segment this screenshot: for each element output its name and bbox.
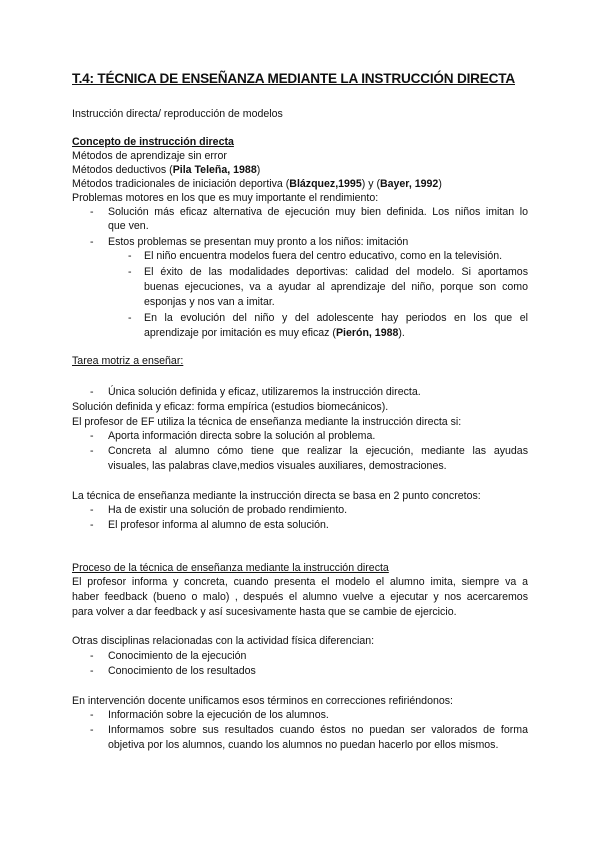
list-item: El niño encuentra modelos fuera del centro educativo, como en la televisión.	[144, 250, 503, 262]
list-item: Solución más eficaz alternativa de ejecución muy bien definida. Los niños imitan lo	[108, 206, 528, 218]
page-title: T.4: TÉCNICA DE ENSEÑANZA MEDIANTE LA INSTRUCCIÓN DIRECTA	[72, 71, 515, 86]
list-item-cont: que ven.	[108, 220, 149, 232]
list-item: Estos problemas se presentan muy pronto a los niños: imitación	[108, 236, 409, 248]
list-item: En la evolución del niño y del adolescente hay periodos en los que el	[144, 312, 528, 324]
text-line: En intervención docente unificamos esos términos en correcciones refiriéndonos:	[72, 695, 453, 707]
bullet-dash: -	[90, 724, 94, 736]
bullet-dash: -	[90, 519, 94, 531]
list-item-cont: objetiva por los alumnos, cuando los alumnos no puedan hacerlo por ellos mismos.	[108, 739, 499, 751]
list-item-cont: aprendizaje por imitación es muy eficaz (Pierón, 1988).	[144, 327, 405, 339]
text-line: La técnica de enseñanza mediante la instrucción directa se basa en 2 punto concretos:	[72, 490, 481, 502]
list-item: Conocimiento de los resultados	[108, 665, 256, 677]
bullet-dash: -	[128, 250, 132, 262]
text-line: Problemas motores en los que es muy importante el rendimiento:	[72, 192, 379, 204]
text-line: Otras disciplinas relacionadas con la actividad física diferencian:	[72, 635, 375, 647]
bullet-dash: -	[90, 386, 94, 398]
bullet-dash: -	[90, 236, 94, 248]
list-item-cont: buenas ejecuciones, va a ayudar al aprendizaje del niño, porque son como	[144, 281, 528, 293]
paragraph-line: El profesor informa y concreta, cuando presenta el modelo el alumno imita, siempre va a	[72, 576, 528, 588]
bullet-dash: -	[90, 504, 94, 516]
text-line: Métodos de aprendizaje sin error	[72, 150, 227, 162]
list-item: Concreta al alumno cómo tiene que realizar la ejecución, mediante las ayudas	[108, 445, 528, 457]
paragraph-line: para volver a dar feedback y así sucesivamente hasta que se cambie de ejercicio.	[72, 606, 457, 618]
text-line: Solución definida y eficaz: forma empírica (estudios biomecánicos).	[72, 401, 389, 413]
list-item-cont: esponjas y nos van a imitar.	[144, 296, 275, 308]
list-item: Ha de existir una solución de probado rendimiento.	[108, 504, 348, 516]
bullet-dash: -	[128, 266, 132, 278]
paragraph-line: haber feedback (bueno o malo) , después el alumno vuelve a ejecutar y nos acercaremos	[72, 591, 528, 603]
section-heading-concepto: Concepto de instrucción directa	[72, 136, 234, 148]
section-heading-tarea: Tarea motriz a enseñar:	[72, 355, 184, 367]
list-item: El profesor informa al alumno de esta solución.	[108, 519, 329, 531]
list-item: Informamos sobre sus resultados cuando éstos no puedan ser valorados de forma	[108, 724, 528, 736]
list-item-cont: visuales, las palabras clave,medios visuales auxiliares, demostraciones.	[108, 460, 447, 472]
list-item: Única solución definida y eficaz, utilizaremos la instrucción directa.	[108, 386, 421, 398]
bullet-dash: -	[90, 709, 94, 721]
subtitle: Instrucción directa/ reproducción de modelos	[72, 108, 283, 120]
text-line: El profesor de EF utiliza la técnica de enseñanza mediante la instrucción directa si:	[72, 416, 462, 428]
bullet-dash: -	[90, 206, 94, 218]
section-heading-proceso: Proceso de la técnica de enseñanza mediante la instrucción directa	[72, 562, 389, 574]
bullet-dash: -	[90, 650, 94, 662]
bullet-dash: -	[128, 312, 132, 324]
list-item: Información sobre la ejecución de los alumnos.	[108, 709, 329, 721]
list-item: Aporta información directa sobre la solución al problema.	[108, 430, 376, 442]
text-line: Métodos tradicionales de iniciación deportiva (Blázquez,1995) y (Bayer, 1992)	[72, 178, 442, 190]
text-line: Métodos deductivos (Pila Teleña, 1988)	[72, 164, 261, 176]
bullet-dash: -	[90, 430, 94, 442]
bullet-dash: -	[90, 445, 94, 457]
list-item: El éxito de las modalidades deportivas: calidad del modelo. Si aportamos	[144, 266, 528, 278]
list-item: Conocimiento de la ejecución	[108, 650, 247, 662]
bullet-dash: -	[90, 665, 94, 677]
